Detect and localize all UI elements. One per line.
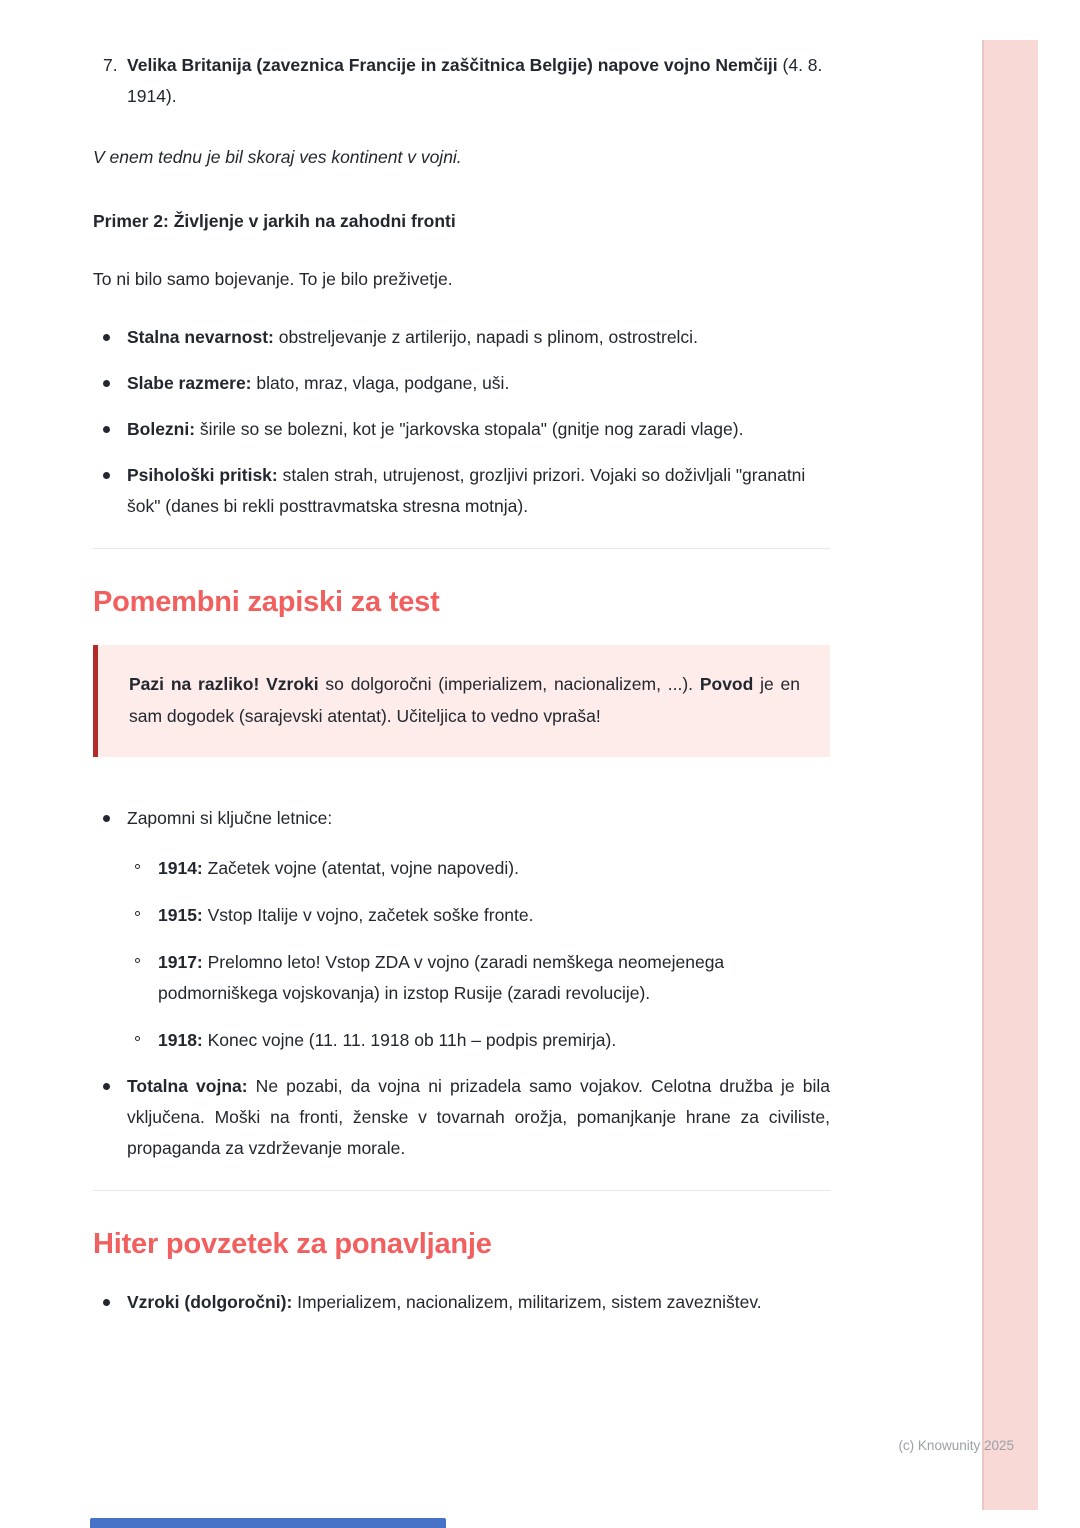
bullet-dot-icon	[103, 1083, 110, 1090]
italic-summary-line: V enem tednu je bil skoraj ves kontinent v vojni.	[93, 147, 462, 167]
callout-text	[129, 668, 800, 732]
sub-list-item	[127, 1025, 830, 1056]
bullet-circle-icon	[135, 864, 140, 869]
list-item	[93, 368, 830, 399]
bottom-blue-bar	[90, 1518, 446, 1528]
list-item-total-war	[93, 1071, 830, 1164]
trench-life-list	[93, 322, 830, 522]
summary-list	[93, 1287, 830, 1318]
numbered-item-7	[93, 50, 830, 112]
list-item-body: Ne pozabi, da vojna ni prizadela samo vojakov. Celotna družba je bila vključena. Moški na fronti, ženske v tovarnah orožja, pomanjkanje hrane za civiliste, propaganda za vzdrževanje morale.	[127, 1076, 831, 1158]
list-item-lead: Psihološki pritisk:	[127, 465, 278, 485]
list-item-body: blato, mraz, vlaga, podgane, uši.	[251, 373, 510, 393]
list-item-lead: Stalna nevarnost:	[127, 327, 274, 347]
footer-credit: (c) Knowunity 2025	[898, 1438, 1014, 1453]
key-years-sublist	[127, 853, 830, 1056]
list-item-lead: Slabe razmere:	[127, 373, 252, 393]
warning-callout	[93, 645, 830, 757]
section-divider	[93, 548, 830, 549]
year-text: Prelomno leto! Vstop ZDA v vojno (zaradi nemškega neomejenega podmorniškega vojskovanja) in izstop Rusije (zaradi revolucije).	[158, 952, 725, 1003]
primer2-heading: Primer 2: Življenje v jarkih na zahodni fronti	[93, 211, 456, 231]
list-item-body: širile so se bolezni, kot je "jarkovska stopala" (gnitje nog zaradi vlage).	[195, 419, 744, 439]
document-content	[93, 50, 830, 1318]
sub-item-text	[158, 858, 519, 878]
list-item-text	[127, 327, 698, 347]
sub-item-text	[158, 952, 724, 1003]
list-item-key-years	[93, 803, 830, 1056]
list-item-body: Imperializem, nacionalizem, militarizem, sistem zavezništev.	[292, 1292, 762, 1312]
list-item-lead: Bolezni:	[127, 419, 196, 439]
year-text: Začetek vojne (atentat, vojne napovedi).	[202, 858, 519, 878]
callout-text-1: so dolgoročni (imperializem, nacionalizem, ...).	[318, 674, 700, 694]
sub-item-text	[158, 1030, 616, 1050]
notes-list	[93, 803, 830, 1164]
notes-section-title: Pomembni zapiski za test	[93, 586, 440, 618]
bullet-dot-icon	[103, 334, 110, 341]
year-text: Vstop Italije v vojno, začetek soške fronte.	[202, 905, 534, 925]
bullet-dot-icon	[103, 815, 110, 822]
list-item-lead: Totalna vojna:	[127, 1076, 248, 1096]
callout-bold-1: Pazi na razliko! Vzroki	[129, 674, 319, 694]
list-item-text	[127, 1292, 762, 1312]
bullet-dot-icon	[103, 472, 110, 479]
year-label: 1915:	[158, 905, 203, 925]
bullet-circle-icon	[135, 1036, 140, 1041]
section-divider	[93, 1190, 830, 1191]
bullet-circle-icon	[135, 911, 140, 916]
sub-list-item	[127, 947, 830, 1009]
callout-text-2: je en sam dogodek (sarajevski atentat). Učiteljica to vedno vpraša!	[129, 674, 800, 726]
bullet-dot-icon	[103, 1299, 110, 1306]
list-item-body: obstreljevanje z artilerijo, napadi s plinom, ostrostrelci.	[273, 327, 698, 347]
sub-list-item	[127, 853, 830, 884]
callout-bold-2: Povod	[699, 674, 754, 694]
primer2-intro: To ni bilo samo bojevanje. To je bilo preživetje.	[93, 269, 453, 289]
year-label: 1917:	[158, 952, 203, 972]
item-number: 7.	[103, 55, 118, 75]
list-item	[93, 1287, 830, 1318]
list-item	[93, 414, 830, 445]
right-margin-bar	[982, 40, 1038, 1510]
year-label: 1914:	[158, 858, 203, 878]
list-item-text	[127, 419, 743, 439]
list-item-lead: Vzroki (dolgoročni):	[127, 1292, 293, 1312]
list-item	[93, 460, 830, 522]
item-text-bold: Velika Britanija (zaveznica Francije in zaščitnica Belgije) napove vojno Nemčiji	[127, 55, 778, 75]
key-years-label: Zapomni si ključne letnice:	[127, 808, 333, 828]
sub-item-text	[158, 905, 534, 925]
sub-list-item	[127, 900, 830, 931]
list-item-body: stalen strah, utrujenost, grozljivi prizori. Vojaki so doživljali "granatni šok" (danes bi rekli posttravmatska stresna motnja).	[127, 465, 806, 516]
list-item-text	[127, 1076, 830, 1158]
item-text-rest: (4. 8. 1914).	[127, 55, 823, 106]
bullet-circle-icon	[135, 958, 140, 963]
list-item	[93, 322, 830, 353]
bullet-dot-icon	[103, 380, 110, 387]
bullet-dot-icon	[103, 426, 110, 433]
list-item-text	[127, 465, 805, 516]
item-text	[127, 50, 830, 112]
year-label: 1918:	[158, 1030, 203, 1050]
list-item-text	[127, 373, 509, 393]
summary-section-title: Hiter povzetek za ponavljanje	[93, 1228, 492, 1260]
year-text: Konec vojne (11. 11. 1918 ob 11h – podpis premirja).	[202, 1030, 617, 1050]
